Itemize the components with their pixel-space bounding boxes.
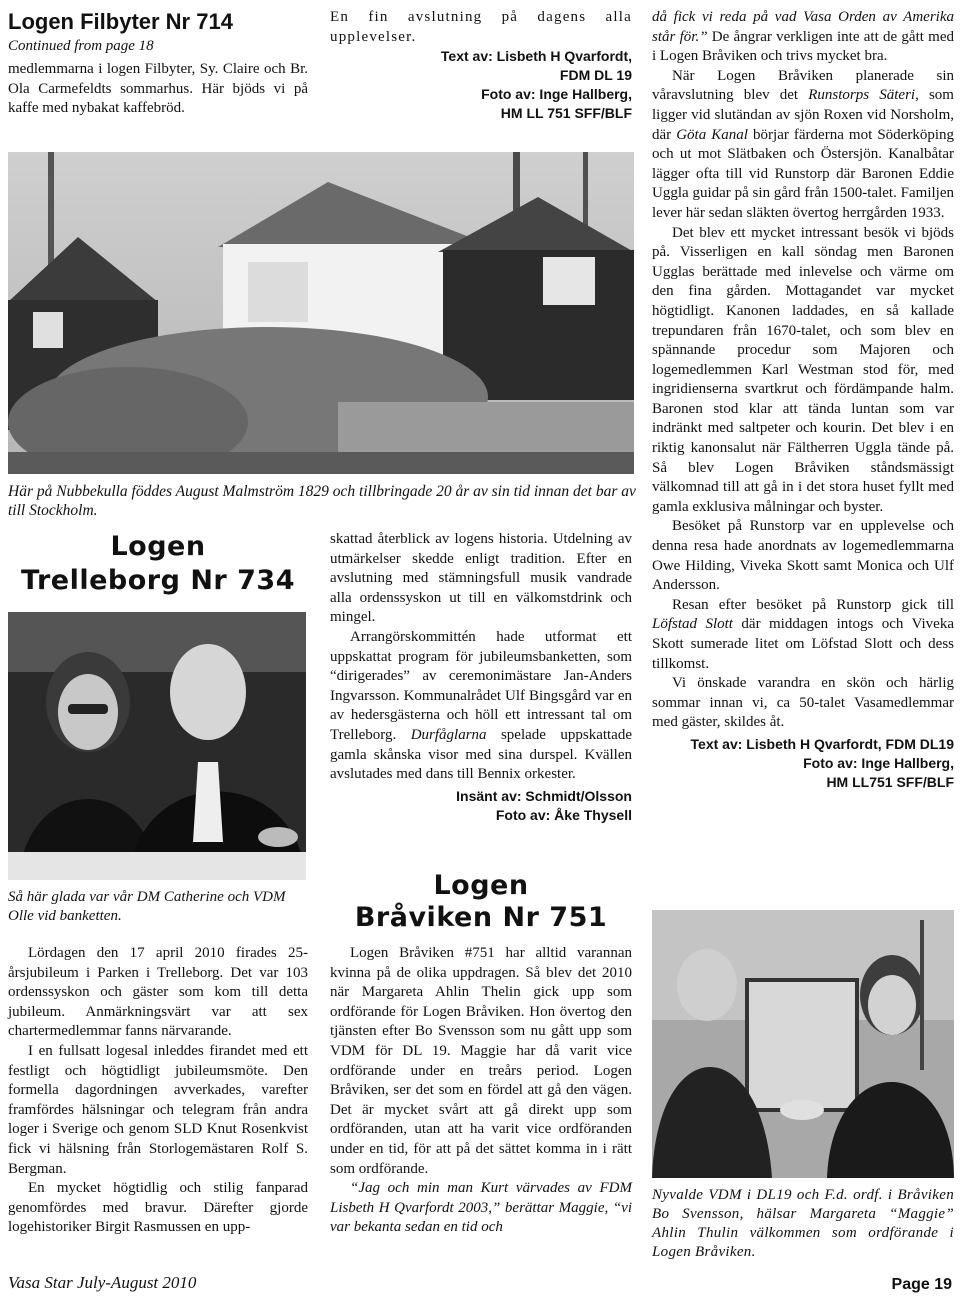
- paragraph: Vi önskade varandra en skön och härlig sommar innan vi, ca 50-talet Vasamedlemmar med gäster, skildes åt.: [652, 675, 954, 731]
- text-run: börjar färderna mot Söderköping och ut mot Slätbaken och Östersjön. Kanalbåtar lägger ofta till vid Runstorp där Baronen Eddie Uggla guidar på sin gård från 1500-talet. Familjen lever här sedan släkten övertog herrgården 1933.: [652, 126, 954, 221]
- trelleborg-photo-caption: Så här glada var vår DM Catherine och VDM Olle vid banketten.: [8, 889, 286, 924]
- paragraph: En mycket högtidlig och stilig fanparad genomfördes med bravur. Därefter gjorde logehistoriker Birgit Rasmussen en upp-: [8, 1180, 308, 1236]
- col2-top-text: En fin avslutning på dagens alla upplevelser.: [330, 9, 632, 45]
- credit-line: Foto av: Åke Thysell: [495, 806, 632, 823]
- continued-note: Continued from page 18: [8, 38, 154, 54]
- trelleborg-credit: [330, 787, 632, 825]
- nubbekulla-house-photo: [8, 152, 634, 474]
- text-run: När Logen Bråviken planerade sin våravslutning blev det: [652, 67, 954, 104]
- paragraph: “Jag och min man Kurt värvades av FDM Lisbeth H Qvarfordt 2003,” berättar Maggie, “vi var bekanta sedan en tid och: [330, 1180, 632, 1236]
- braviken-heading: [330, 870, 632, 934]
- col2-top-credit: [330, 47, 632, 123]
- nubbekulla-caption: Här på Nubbekulla föddes August Malmström 1829 och tillbringade 20 år av sin tid innan det bar av till Stockholm.: [8, 483, 636, 519]
- text-run-italic: Durfåglarna: [410, 726, 487, 743]
- footer-publication: Vasa Star July-August 2010: [8, 1273, 197, 1292]
- text-run-italic: Löfstad Slott: [652, 616, 733, 633]
- credit-line: Insänt av: Schmidt/Olsson: [456, 787, 632, 804]
- filbyter-section: [8, 8, 308, 119]
- credit-line: Text av: Lisbeth H Qvarfordt, FDM DL19: [690, 735, 954, 752]
- paragraph: Det blev ett mycket intressant besök vi bjöds på. Visserligen en kall söndag men Baronen Ugglas berättade med inlevelse och värme om den fina gården. Mottagandet var mycket högtidligt. Kanonen laddades, en så kallade trepundaren från 1670-talet, och som blev en spännande procedur som Majoren och logemedlemmen Karl Westman stod för, med ingridienserna svartkrut och fördämpande halm. Baronen stod klar att tända luntan som var indränkt med saltpeter och kourin. Det blev i en riktig kanonsalut när Fältherren Uggla tände på. Så blev Logen Bråviken ståndsmässigt välkomnad till att gå in i det stora huset fyllt med gamla exklusiva målningar och byster.: [652, 224, 954, 515]
- credit-line: FDM DL 19: [559, 67, 632, 84]
- text-run: spelade uppskattade gamla skånska visor med sina durspel. Kvällen avslutades med dans till Bennix orkester.: [330, 726, 632, 783]
- filbyter-text: medlemmarna i logen Filbyter, Sy. Claire och Br. Ola Carmefeldts sommarhus. Här bjöds vi på kaffe med nybakat kaffebröd.: [8, 61, 308, 117]
- trelleborg-col1-body: [8, 944, 308, 1238]
- paragraph: [652, 67, 954, 224]
- paragraph: [652, 596, 954, 674]
- paragraph: skattad återblick av logens historia. Utdelning av utmärkelser skedde enligt tradition. Efter en avslutning med stämningsfull musik vandrade alla ordenssyskon ut till en välkomstdrink och mingel.: [330, 531, 632, 626]
- text-run: , som ligger vid slutändan av sjön Roxen vid Norsholm, där: [652, 87, 954, 143]
- text-run: där middagen intogs och Viveka Skott sumerade litet om Löfstad Slott och dess tillkomst.: [652, 616, 954, 672]
- text-run-italic: Göta Kanal: [676, 126, 748, 143]
- braviken-handshake-photo: [652, 910, 954, 1178]
- paragraph: [652, 8, 954, 67]
- credit-line: HM LL 751 SFF/BLF: [500, 105, 632, 122]
- trelleborg-heading-line2: Trelleborg Nr 734: [21, 565, 295, 596]
- paragraph: [330, 628, 632, 785]
- credit-line: Foto av: Inge Hallberg,: [481, 86, 632, 103]
- handshake-illustration: [652, 910, 954, 1178]
- credit-line: Text av: Lisbeth H Qvarfordt,: [440, 48, 632, 65]
- footer-page-number: Page 19: [891, 1276, 952, 1293]
- credit-line: HM LL751 SFF/BLF: [826, 773, 954, 790]
- paragraph: Lördagen den 17 april 2010 firades 25-årsjubileum i Parken i Trelleborg. Det var 103 ordenssyskon och gäster som kom till detta jubileum. Anmärkningsvärt var att sex chartermedlemmar fanns närvarande.: [8, 945, 308, 1040]
- paragraph: Besöket på Runstorp var en upplevelse och denna resa hade anordnats av logemedlemmarna Owe Hilding, Viveka Skott samt Monica och Ulf Andersson.: [652, 518, 954, 594]
- trelleborg-heading-line1: Logen: [110, 531, 206, 562]
- braviken-credit: [652, 735, 954, 792]
- braviken-heading-line1: Logen: [433, 870, 529, 901]
- braviken-col3-body: [652, 8, 954, 792]
- trelleborg-col2-body: [330, 530, 632, 825]
- paragraph: Logen Bråviken #751 har alltid varannan kvinna på de olika uppdragen. Så blev det 2010 när Margareta Ahlin Thelin gick upp som ordförande för Logen Bråviken. Hon övertog den tjänsten efter Bo Svensson som nu gått upp som VDM för DL 19. Maggie har då varit vice ordförande under en treårs period. Logen Bråviken, ser det som en fördel att gå den vägen. Det är mycket svårt att gå direkt upp som ordföranden, utan att ha varit vice ordföranden under en tid, för att på det sättet komma in i rätt som ordförande.: [330, 945, 632, 1177]
- text-run-italic: Runstorps Säteri: [808, 87, 916, 104]
- trelleborg-banquet-photo: [8, 612, 306, 880]
- banquet-illustration: [8, 612, 306, 880]
- text-run-italic: då fick vi reda på vad Vasa Orden av Amerika står för.”: [652, 9, 954, 45]
- text-run: Resan efter besöket på Runstorp gick till: [672, 596, 954, 613]
- text-run: Arrangörskommittén hade utformat ett uppskattat program för jubileumsbanketten, som “dirigerades” av ceremonimästare Jan-Anders Ingvarsson. Kommunalrådet Ulf Bingsgård var en av hedersgästerna och höll ett intressant tal om Trelleborg.: [330, 628, 632, 743]
- house-illustration: [8, 152, 634, 474]
- credit-line: Foto av: Inge Hallberg,: [803, 754, 954, 771]
- text-run: De ångrar verkligen inte att de gått med i Logen Bråviken och trivs mycket bra.: [652, 28, 955, 65]
- braviken-photo-caption: Nyvalde VDM i DL19 och F.d. ordf. i Bråviken Bo Svensson, hälsar Margareta “Maggie” Ahlin Thulin välkommen som ordförande i Logen Bråviken.: [652, 1187, 954, 1260]
- paragraph: I en fullsatt logesal inleddes firandet med ett festligt och högtidligt jubileumsmöte. Den formella dagordningen avverkades, varefter framfördes hälsningar och telegram från andra loger i Sverige och genom SLD Knut Rosenkvist fick vi hälsning från Storlogemästaren Rolf S. Bergman.: [8, 1042, 308, 1177]
- col2-top-section: [330, 8, 632, 123]
- braviken-col2-body: [330, 944, 632, 1238]
- trelleborg-heading: [8, 530, 308, 598]
- braviken-heading-line2: Bråviken Nr 751: [354, 902, 608, 933]
- filbyter-title: Logen Filbyter Nr 714: [8, 9, 233, 34]
